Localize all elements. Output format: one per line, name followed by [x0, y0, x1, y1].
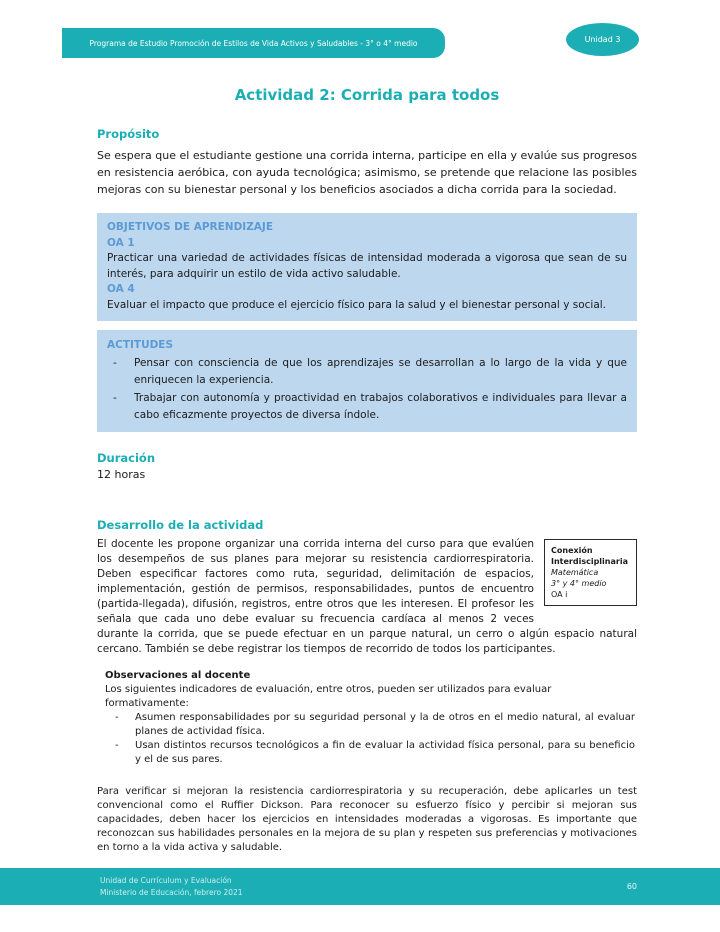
observaciones-heading: Observaciones al docente [105, 670, 251, 681]
conexion-subject: Matemática [551, 568, 599, 577]
header-program-badge-label: Programa de Estudio Promoción de Estilos de Vida Activos y Saludables - 3° o 4° medio [89, 38, 418, 48]
objetivos-box [97, 213, 637, 321]
actitudes-box [97, 330, 637, 432]
observaciones-item [105, 739, 637, 766]
desarrollo-paragraph-text: El docente les propone organizar una corrida interna del curso para que evalúen los desempeños de sus planes para mejorar su resistencia cardiorrespiratoria. Deben especificar factores como ruta, seguridad, delimitación de espacios, implementación, gestión de permisos, responsabilidades, puntos de encuentro (partida-llegada), difusión, registros, entre otros que les interesen. El profesor les señala que cada uno debe evaluar su frecuencia cardíaca al menos 2 veces durante la corrida, que se puede efectuar en un parque natural, un cerro o algún espacio natural cercano. También se debe registrar los tiempos de recorrido de todos los participantes. [97, 538, 637, 655]
observaciones-item [105, 711, 637, 738]
conexion-oa: OA i [551, 590, 568, 599]
page-title: Actividad 2: Corrida para todos [234, 86, 500, 104]
proposito-heading: Propósito [97, 127, 160, 141]
footer-inner [0, 875, 720, 899]
dash-marker [107, 390, 134, 424]
actitudes-heading: ACTITUDES [107, 339, 174, 351]
duracion-value: 12 horas [97, 468, 146, 481]
oa4-text: Evaluar el impacto que produce el ejercicio físico para la salud y el bienestar personal y social. [107, 298, 607, 311]
desarrollo-heading: Desarrollo de la actividad [97, 518, 264, 532]
observaciones-item-text: Usan distintos recursos tecnológicos a fin de evaluar la actividad física personal, para su beneficio y el de sus pares. [135, 740, 635, 765]
header-unit-badge-label: Unidad 3 [584, 35, 621, 44]
footer-line2: Ministerio de Educación, febrero 2021 [100, 887, 243, 897]
page-number: 60 [626, 882, 637, 891]
observaciones-item-text: Asumen responsabilidades por su seguridad personal y la de otros en el medio natural, al evaluar planes de actividad física. [135, 712, 635, 737]
oa1-code: OA 1 [107, 236, 135, 249]
actitudes-item [107, 355, 627, 389]
observaciones-intro: Los siguientes indicadores de evaluación, entre otros, pueden ser utilizados para evaluar formativamente: [105, 684, 552, 709]
closing-paragraph: Para verificar si mejoran la resistencia cardiorrespiratoria y su recuperación, debe aplicarles un test convencional como el Ruffier Dickson. Para reconocer su esfuerzo físico y percibir si mejoran sus capacidades, deben hacer los ejercicios en intensidades moderadas a vigorosas. Es importante que reconozcan sus habilidades personales en la mejora de su plan y respeten sus preferencias y motivaciones en torno a la vida activa y saludable. [97, 786, 637, 853]
dash-marker [105, 711, 135, 738]
conexion-level: 3° y 4° medio [551, 579, 607, 588]
observaciones-block [97, 669, 637, 766]
actitudes-item-text: Trabajar con autonomía y proactividad en trabajos colaborativos e individuales para llevar a cabo eficazmente proyectos de diversa índole. [134, 392, 627, 421]
actitudes-item-text: Pensar con consciencia de que los aprendizajes se desarrollan a lo largo de la vida y que enriquecen la experiencia. [134, 357, 627, 386]
proposito-paragraph: Se espera que el estudiante gestione una corrida interna, participe en ella y evalúe sus progresos en resistencia aeróbica, con ayuda tecnológica; asimismo, se pretende que relacione las posibles mejoras con su bienestar personal y los beneficios asociados a dicha corrida para la sociedad. [97, 149, 637, 196]
objetivos-heading: OBJETIVOS DE APRENDIZAJE [107, 221, 274, 233]
actitudes-item [107, 390, 627, 424]
desarrollo-paragraph [97, 537, 637, 657]
conexion-title: Conexión Interdisciplinaria [551, 546, 628, 566]
duracion-heading: Duración [97, 451, 156, 465]
dash-marker [105, 739, 135, 766]
footer-institution [100, 875, 243, 899]
oa4-code: OA 4 [107, 283, 135, 295]
dash-marker [107, 355, 134, 389]
conexion-interdisciplinaria-box [544, 539, 637, 606]
page-footer [0, 868, 720, 905]
oa1-text: Practicar una variedad de actividades físicas de intensidad moderada a vigorosa que sean de su interés, para adquirir un estilo de vida activo saludable. [107, 252, 627, 280]
footer-line1: Unidad de Currículum y Evaluación [100, 875, 232, 885]
